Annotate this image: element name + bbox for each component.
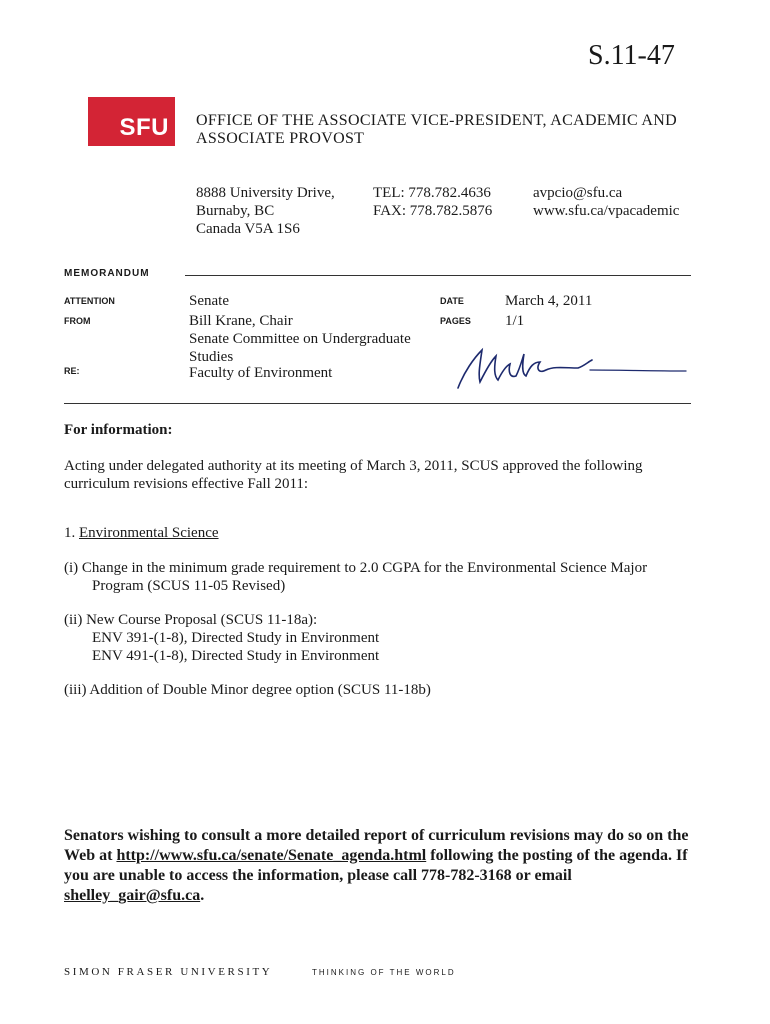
re-value: Faculty of Environment: [189, 365, 333, 381]
address-city: Burnaby, BC: [196, 203, 275, 219]
senators-notice: [64, 826, 704, 906]
document-number: S.11-47: [588, 40, 675, 71]
date-value: March 4, 2011: [505, 293, 593, 309]
address-street: 8888 University Drive,: [196, 185, 335, 201]
attention-value: Senate: [189, 293, 229, 309]
from-label: FROM: [64, 316, 91, 326]
attention-label: ATTENTION: [64, 296, 115, 306]
address-block: [196, 184, 335, 238]
address-country: Canada V5A 1S6: [196, 221, 300, 237]
senate-agenda-link[interactable]: http://www.sfu.ca/senate/Senate_agenda.html: [116, 847, 427, 864]
header-divider: [64, 403, 691, 404]
contact-website[interactable]: www.sfu.ca/vpacademic: [533, 203, 680, 219]
date-label: DATE: [440, 296, 464, 306]
pages-value: 1/1: [505, 313, 525, 329]
revision-item-2: [64, 611, 684, 665]
notice-text-3: .: [200, 887, 205, 904]
revision-item-1-continued: Program (SCUS 11-05 Revised): [92, 578, 286, 594]
pages-label: PAGES: [440, 316, 471, 326]
revision-item-1: [64, 559, 684, 595]
from-value: [189, 312, 429, 366]
notice-text-1: Senators wishing to consult a more detailed report of curriculum revisions may do so on the Web at: [64, 827, 689, 864]
footer-tagline: THINKING OF THE WORLD: [312, 968, 456, 977]
sfu-logo: [88, 97, 175, 146]
course-env-491: ENV 491-(1-8), Directed Study in Environment: [92, 648, 380, 664]
telephone: TEL: 778.782.4636: [373, 185, 491, 201]
revision-item-1-text: (i) Change in the minimum grade requirement to 2.0 CGPA for the Environmental Science Major: [64, 560, 648, 576]
from-committee: Senate Committee on Undergraduate Studies: [189, 331, 411, 365]
memorandum-label: MEMORANDUM: [64, 268, 150, 279]
phone-block: [373, 184, 492, 220]
revision-item-3: (iii) Addition of Double Minor degree option (SCUS 11-18b): [64, 682, 431, 698]
notice-text-2: following the posting of the agenda. If you are unable to access the information, please call 778-782-3168 or email: [64, 847, 688, 884]
contact-email[interactable]: avpcio@sfu.ca: [533, 185, 623, 201]
contact-block: [533, 184, 679, 220]
re-label: RE:: [64, 366, 80, 376]
from-name: Bill Krane, Chair: [189, 313, 293, 329]
logo-text: SFU: [119, 114, 169, 141]
section-name: Environmental Science: [79, 525, 219, 541]
office-title: OFFICE OF THE ASSOCIATE VICE-PRESIDENT, ACADEMIC AND ASSOCIATE PROVOST: [196, 112, 677, 147]
section-title: [64, 524, 684, 542]
email-link[interactable]: shelley_gair@sfu.ca: [64, 887, 201, 904]
section-number: 1.: [64, 525, 76, 541]
fax: FAX: 778.782.5876: [373, 203, 493, 219]
intro-paragraph: Acting under delegated authority at its meeting of March 3, 2011, SCUS approved the following curriculum revisions effective Fall 2011:: [64, 458, 643, 492]
for-information-heading: For information:: [64, 422, 173, 438]
memo-divider: [185, 275, 691, 276]
signature: [450, 342, 690, 392]
course-env-391: ENV 391-(1-8), Directed Study in Environment: [92, 630, 380, 646]
footer-university: SIMON FRASER UNIVERSITY: [64, 966, 273, 978]
revision-item-2-text: (ii) New Course Proposal (SCUS 11-18a):: [64, 612, 318, 628]
